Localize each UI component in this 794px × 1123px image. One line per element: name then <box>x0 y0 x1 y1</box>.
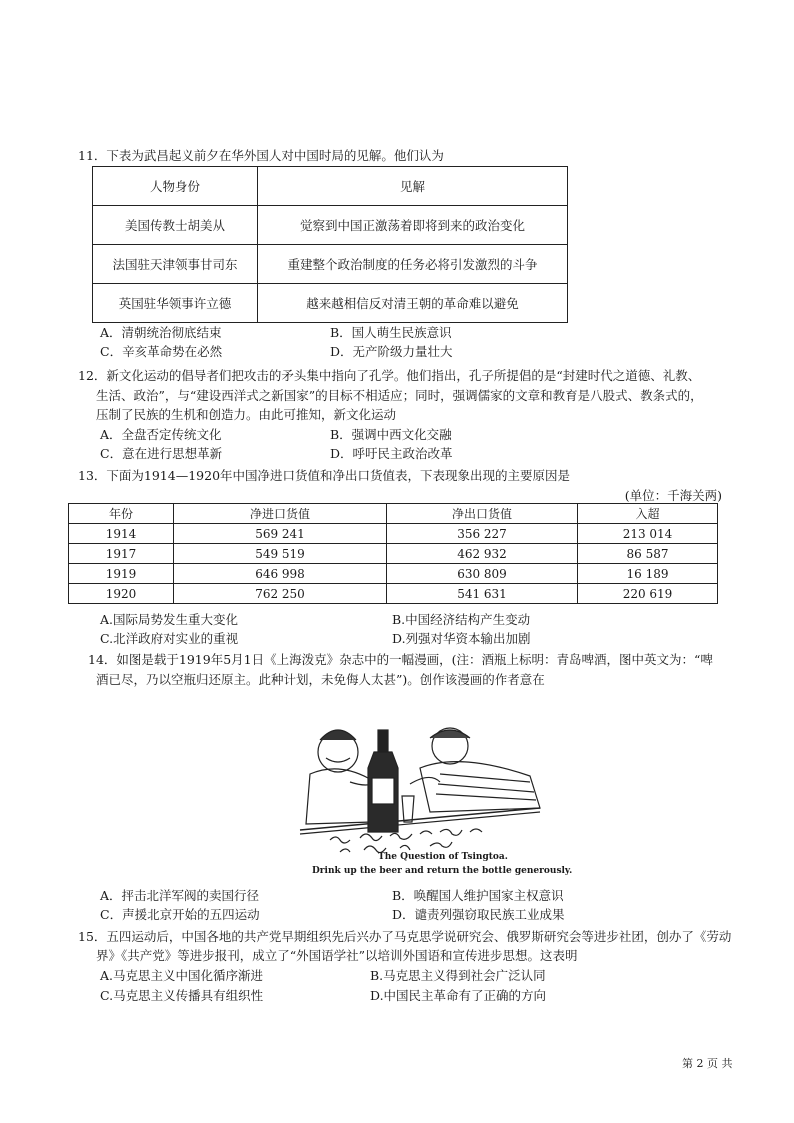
q12-line-3: 压制了民族的生机和创造力。由此可推知，新文化运动 <box>96 407 397 422</box>
table-cell: 1919 <box>69 564 174 584</box>
table-row <box>69 584 718 604</box>
table-cell: 1914 <box>69 524 174 544</box>
q15-option-b: B.马克思主义得到社会广泛认同 <box>370 968 546 983</box>
table-cell: 356 227 <box>387 524 578 544</box>
table-cell: 220 619 <box>578 584 718 604</box>
table-cell: 觉察到中国正激荡着即将到来的政治变化 <box>258 206 568 245</box>
q12-option-c: C．意在进行思想革新 <box>100 446 223 461</box>
table-cell: 重建整个政治制度的任务必将引发激烈的斗争 <box>258 245 568 284</box>
q12-option-d: D．呼吁民主政治改革 <box>330 446 453 461</box>
q11-option-b: B．国人萌生民族意识 <box>330 325 452 340</box>
table-cell: 462 932 <box>387 544 578 564</box>
table-row <box>69 504 718 524</box>
q13-stem: 13．下面为1914—1920年中国净进口货值和净出口货值表，下表现象出现的主要原因是 <box>78 468 571 483</box>
table-cell: 630 809 <box>387 564 578 584</box>
table-row <box>93 284 568 323</box>
table-cell: 213 014 <box>578 524 718 544</box>
q12-line-1: 12．新文化运动的倡导者们把攻击的矛头集中指向了孔学。他们指出，孔子所提倡的是“封建时代之道德、礼教、 <box>78 368 701 383</box>
cartoon-title: The Question of Tsingtoa. <box>378 852 508 862</box>
table-cell: 549 519 <box>174 544 387 564</box>
table-row <box>93 167 568 206</box>
table-cell: 法国驻天津领事甘司东 <box>93 245 258 284</box>
q12-option-b: B．强调中西文化交融 <box>330 427 452 442</box>
q15-option-c: C.马克思主义传播具有组织性 <box>100 988 264 1003</box>
table-row <box>93 206 568 245</box>
q14-option-b: B．唤醒国人维护国家主权意识 <box>392 888 564 903</box>
q14-option-a: A．抨击北洋军阀的卖国行径 <box>100 888 260 903</box>
table-row <box>69 524 718 544</box>
table-cell: 英国驻华领事许立德 <box>93 284 258 323</box>
q14-option-d: D．谴责列强窃取民族工业成果 <box>392 907 565 922</box>
q13-option-c: C.北洋政府对实业的重视 <box>100 631 239 646</box>
table-cell: 646 998 <box>174 564 387 584</box>
q11-option-c: C．辛亥革命势在必然 <box>100 344 223 359</box>
table-cell: 1920 <box>69 584 174 604</box>
q15-line-2: 界》《共产党》等进步报刊，成立了“外国语学社”以培训外国语和宣传进步思想。这表明 <box>96 948 578 963</box>
q11-option-d: D．无产阶级力量壮大 <box>330 344 453 359</box>
page-number: 第 2 页 共 <box>682 1057 733 1070</box>
table-header-cell: 见解 <box>258 167 568 206</box>
table-header-cell: 净出口货值 <box>387 504 578 524</box>
q11-table <box>92 166 568 323</box>
table-row <box>69 564 718 584</box>
q11-option-a: A．清朝统治彻底结束 <box>100 325 222 340</box>
q12-option-a: A．全盘否定传统文化 <box>100 427 222 442</box>
table-cell: 美国传教士胡美从 <box>93 206 258 245</box>
table-header-cell: 入超 <box>578 504 718 524</box>
q13-option-b: B.中国经济结构产生变动 <box>392 612 531 627</box>
table-cell: 569 241 <box>174 524 387 544</box>
q13-unit: (单位：千海关两) <box>624 488 722 503</box>
q11-stem: 11．下表为武昌起义前夕在华外国人对中国时局的见解。他们认为 <box>78 148 444 163</box>
table-row <box>93 245 568 284</box>
q14-option-c: C．声援北京开始的五四运动 <box>100 907 260 922</box>
table-cell: 762 250 <box>174 584 387 604</box>
table-cell: 16 189 <box>578 564 718 584</box>
q13-option-a: A.国际局势发生重大变化 <box>100 612 239 627</box>
table-header-cell: 年份 <box>69 504 174 524</box>
table-row <box>69 544 718 564</box>
q13-option-d: D.列强对华资本输出加剧 <box>392 631 531 646</box>
q14-line-2: 酒已尽，乃以空瓶归还原主。此种计划，未免侮人太甚”)。创作该漫画的作者意在 <box>96 672 545 687</box>
table-cell: 1917 <box>69 544 174 564</box>
table-cell: 86 587 <box>578 544 718 564</box>
q15-option-a: A.马克思主义中国化循序渐进 <box>100 968 264 983</box>
q15-line-1: 15．五四运动后，中国各地的共产党早期组织先后兴办了马克思学说研究会、俄罗斯研究会等进步社团，创办了《劳动 <box>78 929 732 944</box>
table-header-cell: 净进口货值 <box>174 504 387 524</box>
q13-table <box>68 503 718 604</box>
table-cell: 越来越相信反对清王朝的革命难以避免 <box>258 284 568 323</box>
cartoon-subtitle: Drink up the beer and return the bottle generously. <box>312 866 573 876</box>
q12-line-2: 生活、政治”，与“建设西洋式之新国家”的目标不相适应；同时，强调儒家的文章和教育是八股式、教条式的， <box>96 388 703 403</box>
table-header-cell: 人物身份 <box>93 167 258 206</box>
q14-line-1: 14．如图是载于1919年5月1日《上海泼克》杂志中的一幅漫画，(注：酒瓶上标明：青岛啤酒，图中英文为：“啤 <box>88 652 713 667</box>
q15-option-d: D.中国民主革命有了正确的方向 <box>370 988 547 1003</box>
table-cell: 541 631 <box>387 584 578 604</box>
